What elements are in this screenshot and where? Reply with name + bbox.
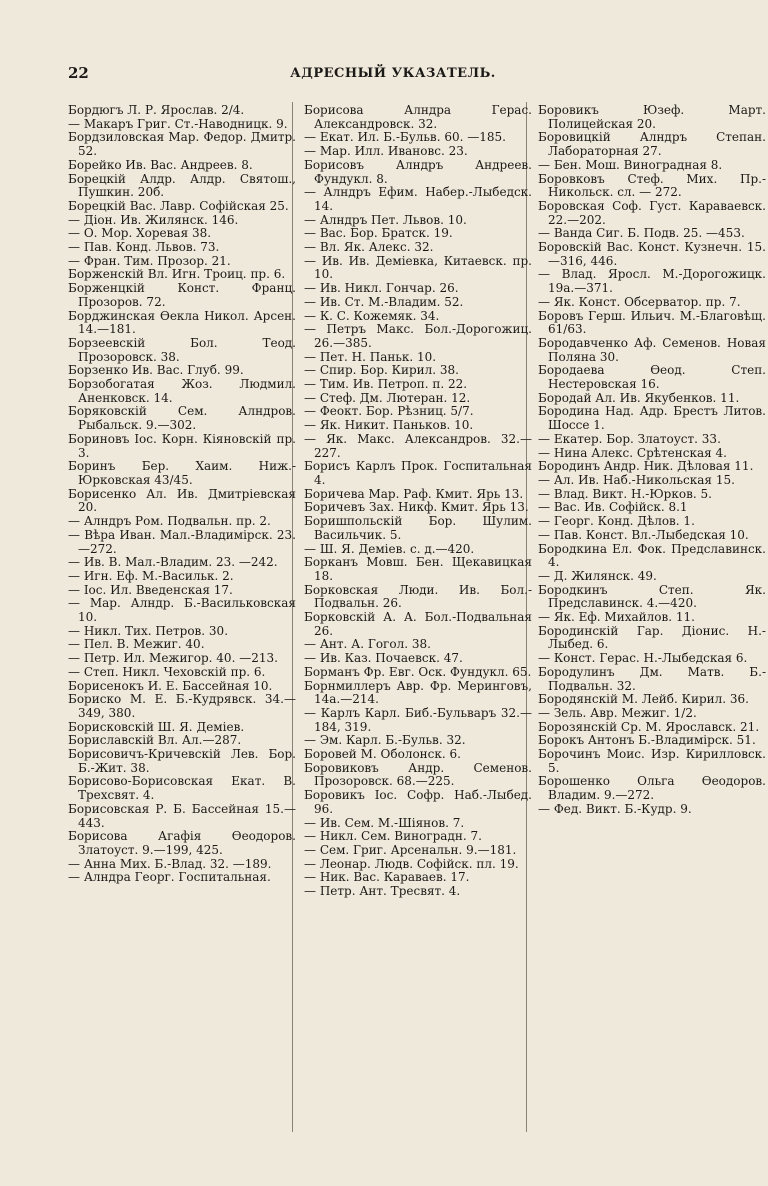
directory-column-1 (68, 104, 296, 885)
directory-entry: Боричева Мар. Раф. Кмит. Ярь 13. (304, 486, 524, 501)
directory-entry: Борисенокъ И. Е. Бассейная 10. (68, 678, 273, 693)
directory-column-2 (304, 104, 532, 899)
directory-entry: — Георг. Конд. Дѣлов. 1. (538, 514, 695, 529)
directory-entry: — Анна Мих. Б.-Влад. 32. —189. (68, 856, 272, 871)
directory-entry: Бородянскій М. Лейб. Кирил. 36. (538, 692, 749, 707)
directory-entry: — Ив. Каз. Почаевск. 47. (304, 651, 463, 666)
directory-entry: Борковская Люди. Ив. Бол.-Подвальн. 26. (304, 582, 532, 611)
directory-entry: — Петр. Ант. Тресвят. 4. (304, 884, 461, 899)
directory-entry: — Ал. Ив. Наб.-Никольская 15. (538, 472, 735, 487)
directory-entry: Борокъ Антонъ Б.-Владимірск. 51. (538, 733, 756, 748)
directory-entry: Боровиковъ Андр. Семенов. Прозоровск. 68.—225. (304, 760, 532, 789)
directory-entry: — Петр. Ил. Межигор. 40. —213. (68, 651, 278, 666)
directory-entry: Борканъ Мовш. Бен. Щекавицкая 18. (304, 555, 532, 583)
directory-entry: — Вѣра Иван. Мал.-Владимірск. 23.—272. (68, 527, 296, 556)
directory-entry: Бородкинъ Степ. Як. Предславинск. 4.—420. (538, 582, 766, 611)
page-header (68, 64, 718, 84)
directory-entry: — Петръ Макс. Бол.-Дорогожиц. 26.—385. (304, 322, 532, 350)
directory-entry: Боричевъ Зах. Никф. Кмит. Ярь 13. (304, 500, 529, 515)
directory-entry: Бордюгъ Л. Р. Ярослав. 2/4. (68, 103, 245, 117)
directory-entry: Борнмиллеръ Авр. Фр. Меринговъ, 14а.—214. (304, 678, 532, 707)
directory-entry: Боровей М. Оболонск. 6. (304, 747, 461, 762)
directory-entry: — Леонар. Людв. Софійск. пл. 19. (304, 856, 519, 871)
directory-entry: — О. Мор. Хоревая 38. (68, 226, 212, 241)
directory-entry: — Сем. Григ. Арсенальн. 9.—181. (304, 842, 517, 857)
directory-entry: — Ив. Ст. М.-Владим. 52. (304, 294, 464, 309)
directory-entry: Борманъ Фр. Евг. Оск. Фундукл. 65. (304, 664, 532, 679)
directory-entry: — Як. Еф. Михайлов. 11. (538, 610, 695, 625)
directory-entry: — Никл. Тих. Петров. 30. (68, 623, 229, 638)
directory-entry: — Зель. Авр. Межиг. 1/2. (538, 705, 697, 720)
directory-entry: Боровикъ Юзеф. Март. Полицейская 20. (538, 103, 766, 131)
directory-entry: — Екатер. Бор. Златоуст. 33. (538, 431, 721, 446)
directory-entry: Борисовская Р. Б. Бассейная 15.—443. (68, 801, 296, 830)
directory-entry: — Алндра Георг. Госпитальная. (68, 870, 271, 885)
directory-entry: Борзобогатая Жоз. Людмил. Аненковск. 14. (68, 377, 296, 405)
directory-entry: Борочинъ Моис. Изр. Кирилловск. 5. (538, 747, 766, 775)
directory-entry: — Бен. Мош. Виноградная 8. (538, 157, 723, 172)
directory-entry: — Як. Макс. Александров. 32.—227. (304, 431, 532, 460)
directory-entry: — Пел. В. Межиг. 40. (68, 637, 205, 652)
directory-entry: — Вл. Як. Алекс. 32. (304, 240, 434, 255)
directory-entry: Борисовичъ-Кричевскій Лев. Бор. Б.-Жит. 38. (68, 747, 296, 775)
directory-entry: Бориско М. Е. Б.-Кудрявск. 34.—349, 380. (68, 692, 296, 720)
directory-entry: — Іос. Ил. Введенская 17. (68, 582, 233, 597)
directory-entry: Боришпольскій Бор. Шулим. Васильчик. 5. (304, 514, 532, 542)
directory-entry: — Стеф. Дм. Лютеран. 12. (304, 390, 471, 405)
directory-entry: Бородавченко Аф. Семенов. Новая Поляна 30. (538, 335, 766, 364)
directory-entry: — Игн. Еф. М.-Васильк. 2. (68, 568, 234, 583)
directory-entry: — Пав. Конст. Вл.-Лыбедская 10. (538, 527, 749, 542)
directory-entry: Борзеевскій Бол. Теод. Прозоровск. 38. (68, 335, 296, 364)
directory-entry: Борозянскій Ср. М. Ярославск. 21. (538, 719, 760, 734)
directory-entry: — Степ. Никл. Чеховскій пр. 6. (68, 664, 266, 679)
directory-entry: — Фран. Тим. Прозор. 21. (68, 253, 231, 268)
directory-entry: — Як. Никит. Паньков. 10. (304, 418, 474, 433)
directory-entry: Борисова Агафія Өеодоров. Златоуст. 9.—199, 425. (68, 829, 296, 857)
directory-entry: — Влад. Яросл. М.-Дорогожицк. 19а.—371. (538, 267, 766, 296)
directory-entry: — Ив. Ив. Деміевка, Китаевск. пр. 10. (304, 253, 532, 282)
directory-entry: — Алндръ Ефим. Набер.-Лыбедск. 14. (304, 185, 532, 213)
directory-entry: Бородай Ал. Ив. Якубенков. 11. (538, 390, 740, 405)
directory-entry: Борисовъ Алндръ Андреев. Фундукл. 8. (304, 157, 532, 186)
directory-entry: Борджинская Өекла Никол. Арсен. 14.—181. (68, 308, 296, 337)
directory-entry: — Алндръ Пет. Львов. 10. (304, 212, 467, 227)
directory-entry: Борейко Ив. Вас. Андреев. 8. (68, 157, 253, 172)
directory-entry: — Д. Жилянск. 49. (538, 568, 657, 583)
directory-entry: Боринъ Бер. Хаим. Ниж.-Юрковская 43/45. (68, 459, 296, 487)
directory-entry: Боровскій Вас. Конст. Кузнечн. 15.—316, 446. (538, 240, 766, 268)
directory-entry: Борзенко Ив. Вас. Глуб. 99. (68, 363, 244, 378)
directory-entry: Борисово-Борисовская Екат. В. Трехсвят. 4. (68, 774, 296, 803)
directory-entry: — Ник. Вас. Караваев. 17. (304, 870, 470, 885)
directory-entry: — Алндръ Ром. Подвальн. пр. 2. (68, 514, 271, 529)
directory-entry: — Мар. Алндр. Б.-Васильковская 10. (68, 596, 296, 625)
directory-entry: Бородина Над. Адр. Брестъ Литов. Шоссе 1. (538, 404, 766, 433)
directory-entry: — Діон. Ив. Жилянск. 146. (68, 212, 239, 227)
directory-entry: — Феокт. Бор. Рѣзниц. 5/7. (304, 404, 474, 419)
directory-entry: Бородинъ Андр. Ник. Дѣловая 11. (538, 459, 754, 474)
directory-entry: Боровъ Герш. Ильич. М.-Благовѣщ. 61/63. (538, 308, 766, 337)
directory-entry: Боровикъ Іос. Софр. Наб.-Лыбед. 96. (304, 788, 532, 816)
directory-entry: — Ив. В. Мал.-Владим. 23. —242. (68, 555, 278, 570)
directory-entry: Бородкина Ел. Фок. Предславинск. 4. (538, 541, 766, 570)
directory-entry: Боровская Соф. Густ. Караваевск. 22.—202. (538, 198, 766, 227)
directory-entry: Борошенко Ольга Өеодоров. Владим. 9.—272. (538, 774, 766, 803)
directory-entry: Боровковъ Стеф. Мих. Пр.-Никольск. сл. — 272. (538, 171, 766, 200)
directory-entry: — К. С. Кожемяк. 34. (304, 308, 440, 323)
directory-entry: — Влад. Викт. Н.-Юрков. 5. (538, 486, 712, 501)
directory-entry: Бородинскій Гар. Діонис. Н.-Лыбед. 6. (538, 623, 766, 652)
running-head-title: АДРЕСНЫЙ УКАЗАТЕЛЬ. (290, 66, 496, 81)
directory-entry: — Пет. Н. Паньк. 10. (304, 349, 437, 364)
directory-entry: Борисенко Ал. Ив. Дмитріевская 20. (68, 486, 296, 515)
directory-entry: Борецкій Алдр. Алдр. Святош., Пушкин. 20б. (68, 171, 296, 200)
directory-entry: Бордзиловская Мар. Федор. Дмитр. 52. (68, 130, 296, 159)
directory-entry: — Ванда Сиг. Б. Подв. 25. —453. (538, 226, 745, 241)
directory-entry: Борженцкій Конст. Франц. Прозоров. 72. (68, 281, 296, 309)
directory-entry: Бориновъ Іос. Корн. Кіяновскій пр. 3. (68, 431, 296, 460)
directory-entry: — Вас. Ив. Софійск. 8.1 (538, 500, 688, 515)
directory-entry: Боровицкій Алндръ Степан. Лабораторная 27. (538, 130, 766, 159)
directory-entry: Бородаева Өеод. Степ. Нестеровская 16. (538, 363, 766, 392)
directory-entry: Борженскій Вл. Игн. Троиц. пр. 6. (68, 267, 286, 282)
directory-entry: — Фед. Викт. Б.-Кудр. 9. (538, 801, 692, 816)
directory-entry: — Конст. Герас. Н.-Лыбедская 6. (538, 651, 748, 666)
directory-entry: Борецкій Вас. Лавр. Софійская 25. (68, 198, 289, 213)
directory-entry: — Тим. Ив. Петроп. п. 22. (304, 377, 468, 392)
directory-entry: Боряковскій Сем. Алндров. Рыбальск. 9.—302. (68, 404, 296, 433)
directory-entry: Борисъ Карлъ Прок. Госпитальная 4. (304, 459, 532, 487)
directory-entry: — Ш. Я. Деміев. с. д.—420. (304, 541, 475, 556)
directory-entry: — Ив. Сем. М.-Шіянов. 7. (304, 815, 465, 830)
directory-column-3 (538, 104, 766, 817)
directory-entry: Бородулинъ Дм. Матв. Б.-Подвальн. 32. (538, 664, 766, 693)
directory-entry: — Ив. Никл. Гончар. 26. (304, 281, 459, 296)
directory-entry: — Карлъ Карл. Биб.-Бульваръ 32.—184, 319. (304, 705, 532, 734)
directory-entry: — Як. Конст. Обсерватор. пр. 7. (538, 294, 741, 309)
page-number: 22 (68, 64, 89, 82)
directory-entry: — Вас. Бор. Братск. 19. (304, 226, 453, 241)
directory-entry: — Пав. Конд. Львов. 73. (68, 240, 220, 255)
directory-entry: Борисковскій Ш. Я. Деміев. (68, 719, 245, 734)
directory-entry: Борисова Алндра Герас. Александровск. 32. (304, 103, 532, 131)
directory-entry: — Спир. Бор. Кирил. 38. (304, 363, 459, 378)
directory-entry: — Нина Алекс. Срѣтенская 4. (538, 445, 727, 460)
directory-entry: — Макаръ Григ. Ст.-Наводницк. 9. (68, 116, 288, 131)
directory-entry: — Екат. Ил. Б.-Бульв. 60. —185. (304, 130, 506, 145)
directory-entry: — Никл. Сем. Виноградн. 7. (304, 829, 482, 844)
directory-entry: Борковскій А. А. Бол.-Подвальная 26. (304, 610, 532, 638)
directory-entry: — Мар. Илл. Ивановс. 23. (304, 144, 468, 159)
directory-entry: — Эм. Карл. Б.-Бульв. 32. (304, 733, 466, 748)
directory-entry: Бориславскій Вл. Ал.—287. (68, 733, 242, 748)
directory-entry: — Ант. А. Гогол. 38. (304, 637, 431, 652)
